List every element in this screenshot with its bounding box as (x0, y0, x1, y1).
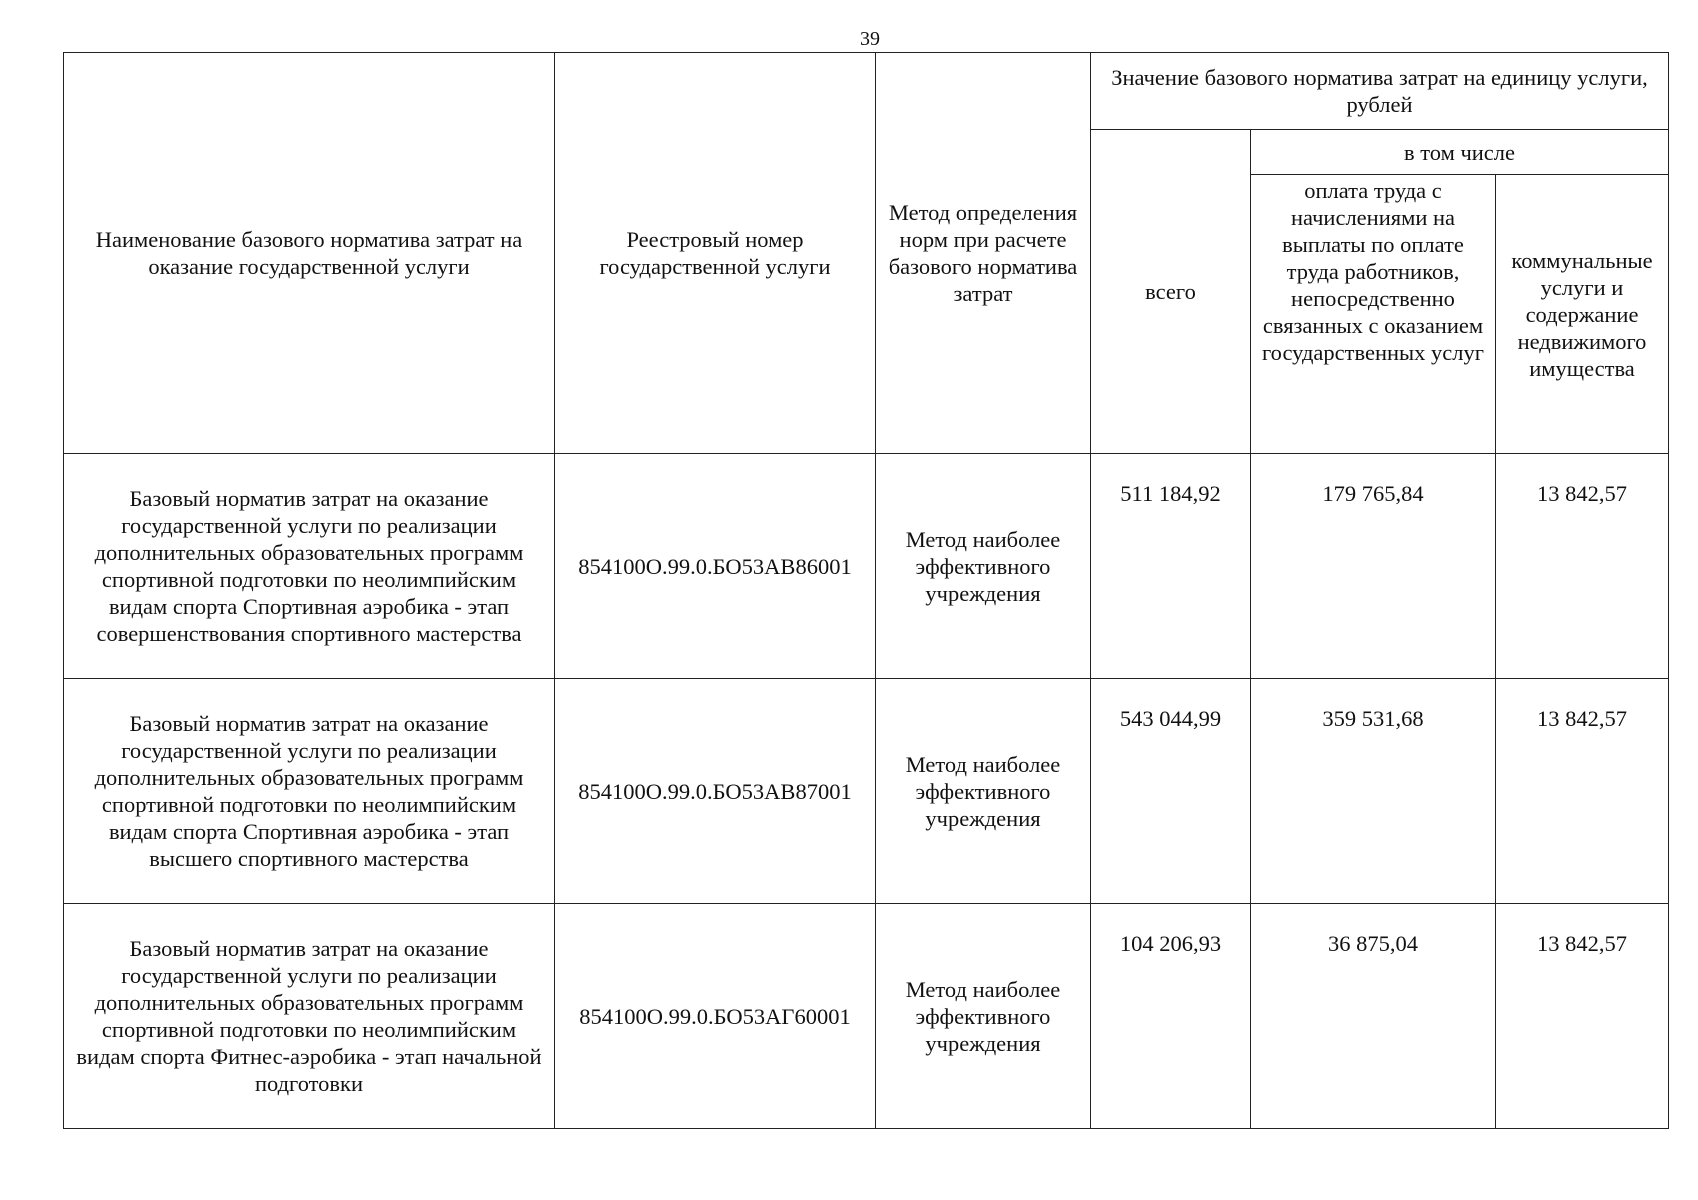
header-registry-number: Реестровый номер государственной услуги (555, 53, 876, 454)
header-utilities: коммунальные услуги и содержание недвижимого имущества (1496, 175, 1669, 454)
row-total: 104 206,93 (1091, 904, 1251, 1129)
header-name: Наименование базового норматива затрат на оказание государственной услуги (64, 53, 555, 454)
header-row-1 (64, 53, 1669, 130)
header-labor: оплата труда с начислениями на выплаты по оплате труда работников, непосредственно связанных с оказанием государственных услуг (1251, 175, 1496, 454)
header-total: всего (1091, 130, 1251, 454)
row-utilities: 13 842,57 (1496, 679, 1669, 904)
row-registry-number: 854100О.99.0.БО53АВ87001 (555, 679, 876, 904)
row-utilities: 13 842,57 (1496, 454, 1669, 679)
table-row (64, 904, 1669, 1129)
row-method: Метод наиболее эффективного учреждения (876, 904, 1091, 1129)
row-labor: 36 875,04 (1251, 904, 1496, 1129)
row-name: Базовый норматив затрат на оказание государственной услуги по реализации дополнительных образовательных программ спортивной подготовки по неолимпийским видам спорта Спортивная аэробика - этап совершенствования спортивного мастерства (64, 454, 555, 679)
row-labor: 359 531,68 (1251, 679, 1496, 904)
row-name: Базовый норматив затрат на оказание государственной услуги по реализации дополнительных образовательных программ спортивной подготовки по неолимпийским видам спорта Фитнес-аэробика - этап начальной подготовки (64, 904, 555, 1129)
row-registry-number: 854100О.99.0.БО53АВ86001 (555, 454, 876, 679)
header-method: Метод определения норм при расчете базового норматива затрат (876, 53, 1091, 454)
row-method: Метод наиболее эффективного учреждения (876, 679, 1091, 904)
row-total: 511 184,92 (1091, 454, 1251, 679)
row-registry-number: 854100О.99.0.БО53АГ60001 (555, 904, 876, 1129)
row-labor: 179 765,84 (1251, 454, 1496, 679)
row-total: 543 044,99 (1091, 679, 1251, 904)
row-utilities: 13 842,57 (1496, 904, 1669, 1129)
header-including: в том числе (1251, 130, 1669, 175)
table-row (64, 679, 1669, 904)
row-name: Базовый норматив затрат на оказание государственной услуги по реализации дополнительных образовательных программ спортивной подготовки по неолимпийским видам спорта Спортивная аэробика - этап высшего спортивного мастерства (64, 679, 555, 904)
header-value-group: Значение базового норматива затрат на единицу услуги, рублей (1091, 53, 1669, 130)
page-number: 39 (860, 28, 880, 50)
row-method: Метод наиболее эффективного учреждения (876, 454, 1091, 679)
table-row (64, 454, 1669, 679)
cost-norm-table (63, 52, 1669, 1129)
